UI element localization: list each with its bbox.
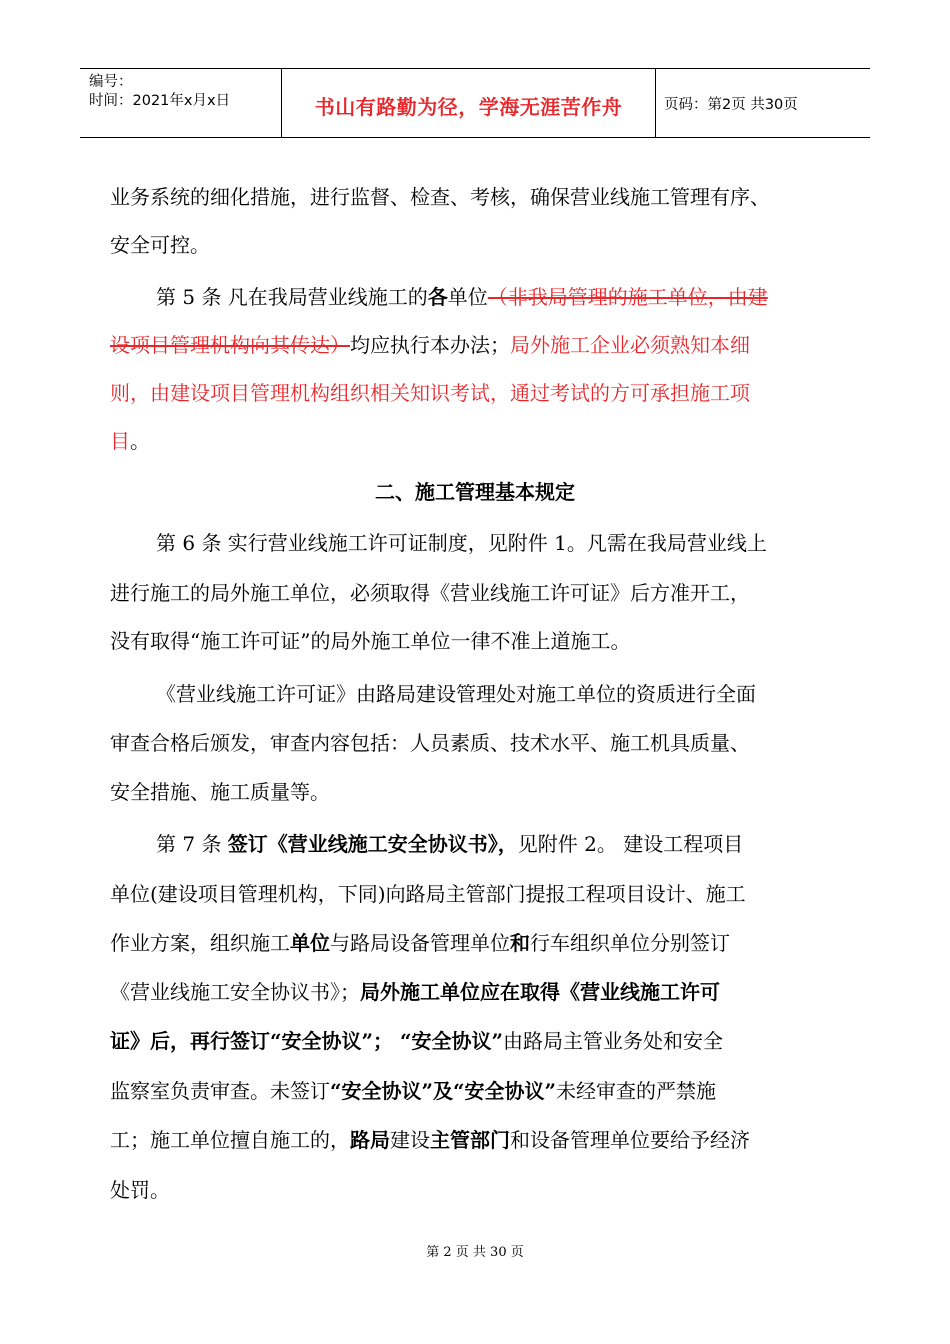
article-5-line-1 bbox=[156, 285, 768, 309]
bold-text: 签订《营业线施工安全协议书》， bbox=[227, 832, 518, 856]
text-run: 工；施工单位擅自施工的， bbox=[110, 1128, 350, 1152]
deleted-text: （非我局管理的施工单位，由建 bbox=[487, 285, 768, 309]
text-run: 监察室负责审查。未签订 bbox=[110, 1079, 330, 1103]
text-run: 和设备管理单位要给予经济 bbox=[510, 1128, 750, 1152]
text-run: 建设 bbox=[390, 1128, 430, 1152]
article-5-line-3: 则，由建设项目管理机构组织相关知识考试，通过考试的方可承担施工项 bbox=[110, 381, 750, 405]
bold-text: 路局 bbox=[350, 1128, 390, 1152]
article-5-line-4 bbox=[110, 429, 150, 453]
article-7-line-2: 单位(建设项目管理机构，下同)向路局主管部门提报工程项目设计、施工 bbox=[110, 882, 746, 906]
article-6-line-2: 进行施工的局外施工单位，必须取得《营业线施工许可证》后方准开工， bbox=[110, 581, 750, 605]
bold-text: “安全协议”及“安全协议” bbox=[330, 1079, 557, 1103]
paragraph-line: 《营业线施工许可证》由路局建设管理处对施工单位的资质进行全面 bbox=[156, 682, 756, 706]
header-divider bbox=[655, 69, 656, 137]
inserted-text: 目 bbox=[110, 429, 130, 453]
article-7-line-7 bbox=[110, 1128, 750, 1152]
text-run: 与路局设备管理单位 bbox=[330, 931, 510, 955]
paragraph-line: 安全措施、施工质量等。 bbox=[110, 780, 330, 804]
header-time-label: 时间：2021年x月x日 bbox=[89, 93, 231, 109]
text-run: 见附件 2。 建设工程项目 bbox=[517, 832, 744, 856]
text-run: 。 bbox=[130, 429, 150, 453]
body-line: 业务系统的细化措施，进行监督、检查、考核，确保营业线施工管理有序、 bbox=[110, 185, 770, 209]
deleted-text: 设项目管理机构向其传达） bbox=[110, 333, 350, 357]
bold-text: 局外施工单位应在取得《营业线施工许可 bbox=[360, 980, 720, 1004]
text-run: 未经审查的严禁施 bbox=[556, 1079, 717, 1103]
article-7-line-4 bbox=[110, 980, 720, 1004]
article-7-line-8: 处罚。 bbox=[110, 1178, 170, 1202]
article-7-line-5 bbox=[110, 1029, 723, 1053]
article-7-line-1 bbox=[156, 832, 743, 856]
article-7-line-3 bbox=[110, 931, 730, 955]
article-6-line-3: 没有取得“施工许可证”的局外施工单位一律不准上道施工。 bbox=[110, 629, 631, 653]
text-run: 第 5 条 凡在我局营业线施工的 bbox=[156, 285, 428, 309]
header-meta bbox=[89, 73, 230, 111]
bold-text: 主管部门 bbox=[430, 1128, 510, 1152]
bold-text: 和 bbox=[510, 931, 530, 955]
article-6-line-1: 第 6 条 实行营业线施工许可证制度，见附件 1。凡需在我局营业线上 bbox=[156, 531, 767, 555]
body-line: 安全可控。 bbox=[110, 233, 210, 257]
text-run: 均应执行本办法； bbox=[350, 333, 510, 357]
bold-text: 各 bbox=[427, 285, 448, 309]
text-run: 单位 bbox=[447, 285, 488, 309]
text-run: 第 7 条 bbox=[156, 832, 228, 856]
header-motto: 书山有路勤为径，学海无涯苦作舟 bbox=[314, 95, 623, 119]
section-title: 二、施工管理基本规定 bbox=[375, 480, 575, 504]
inserted-text: 局外施工企业必须熟知本细 bbox=[510, 333, 750, 357]
bold-text: 证》后，再行签订“安全协议”； “安全协议” bbox=[110, 1029, 503, 1053]
page-header bbox=[80, 68, 870, 138]
bold-text: 单位 bbox=[290, 931, 330, 955]
header-number-label: 编号： bbox=[89, 74, 133, 90]
text-run: 作业方案，组织施工 bbox=[110, 931, 290, 955]
text-run: 《营业线施工安全协议书》； bbox=[110, 980, 360, 1004]
paragraph-line: 审查合格后颁发，审查内容包括：人员素质、技术水平、施工机具质量、 bbox=[110, 731, 750, 755]
text-run: 行车组织单位分别签订 bbox=[530, 931, 730, 955]
article-7-line-6 bbox=[110, 1079, 716, 1103]
header-page-info: 页码：第2页 共30页 bbox=[664, 97, 798, 113]
text-run: 由路局主管业务处和安全 bbox=[502, 1029, 723, 1053]
page-footer: 第 2 页 共 30 页 bbox=[426, 1245, 524, 1260]
article-5-line-2 bbox=[110, 333, 750, 357]
